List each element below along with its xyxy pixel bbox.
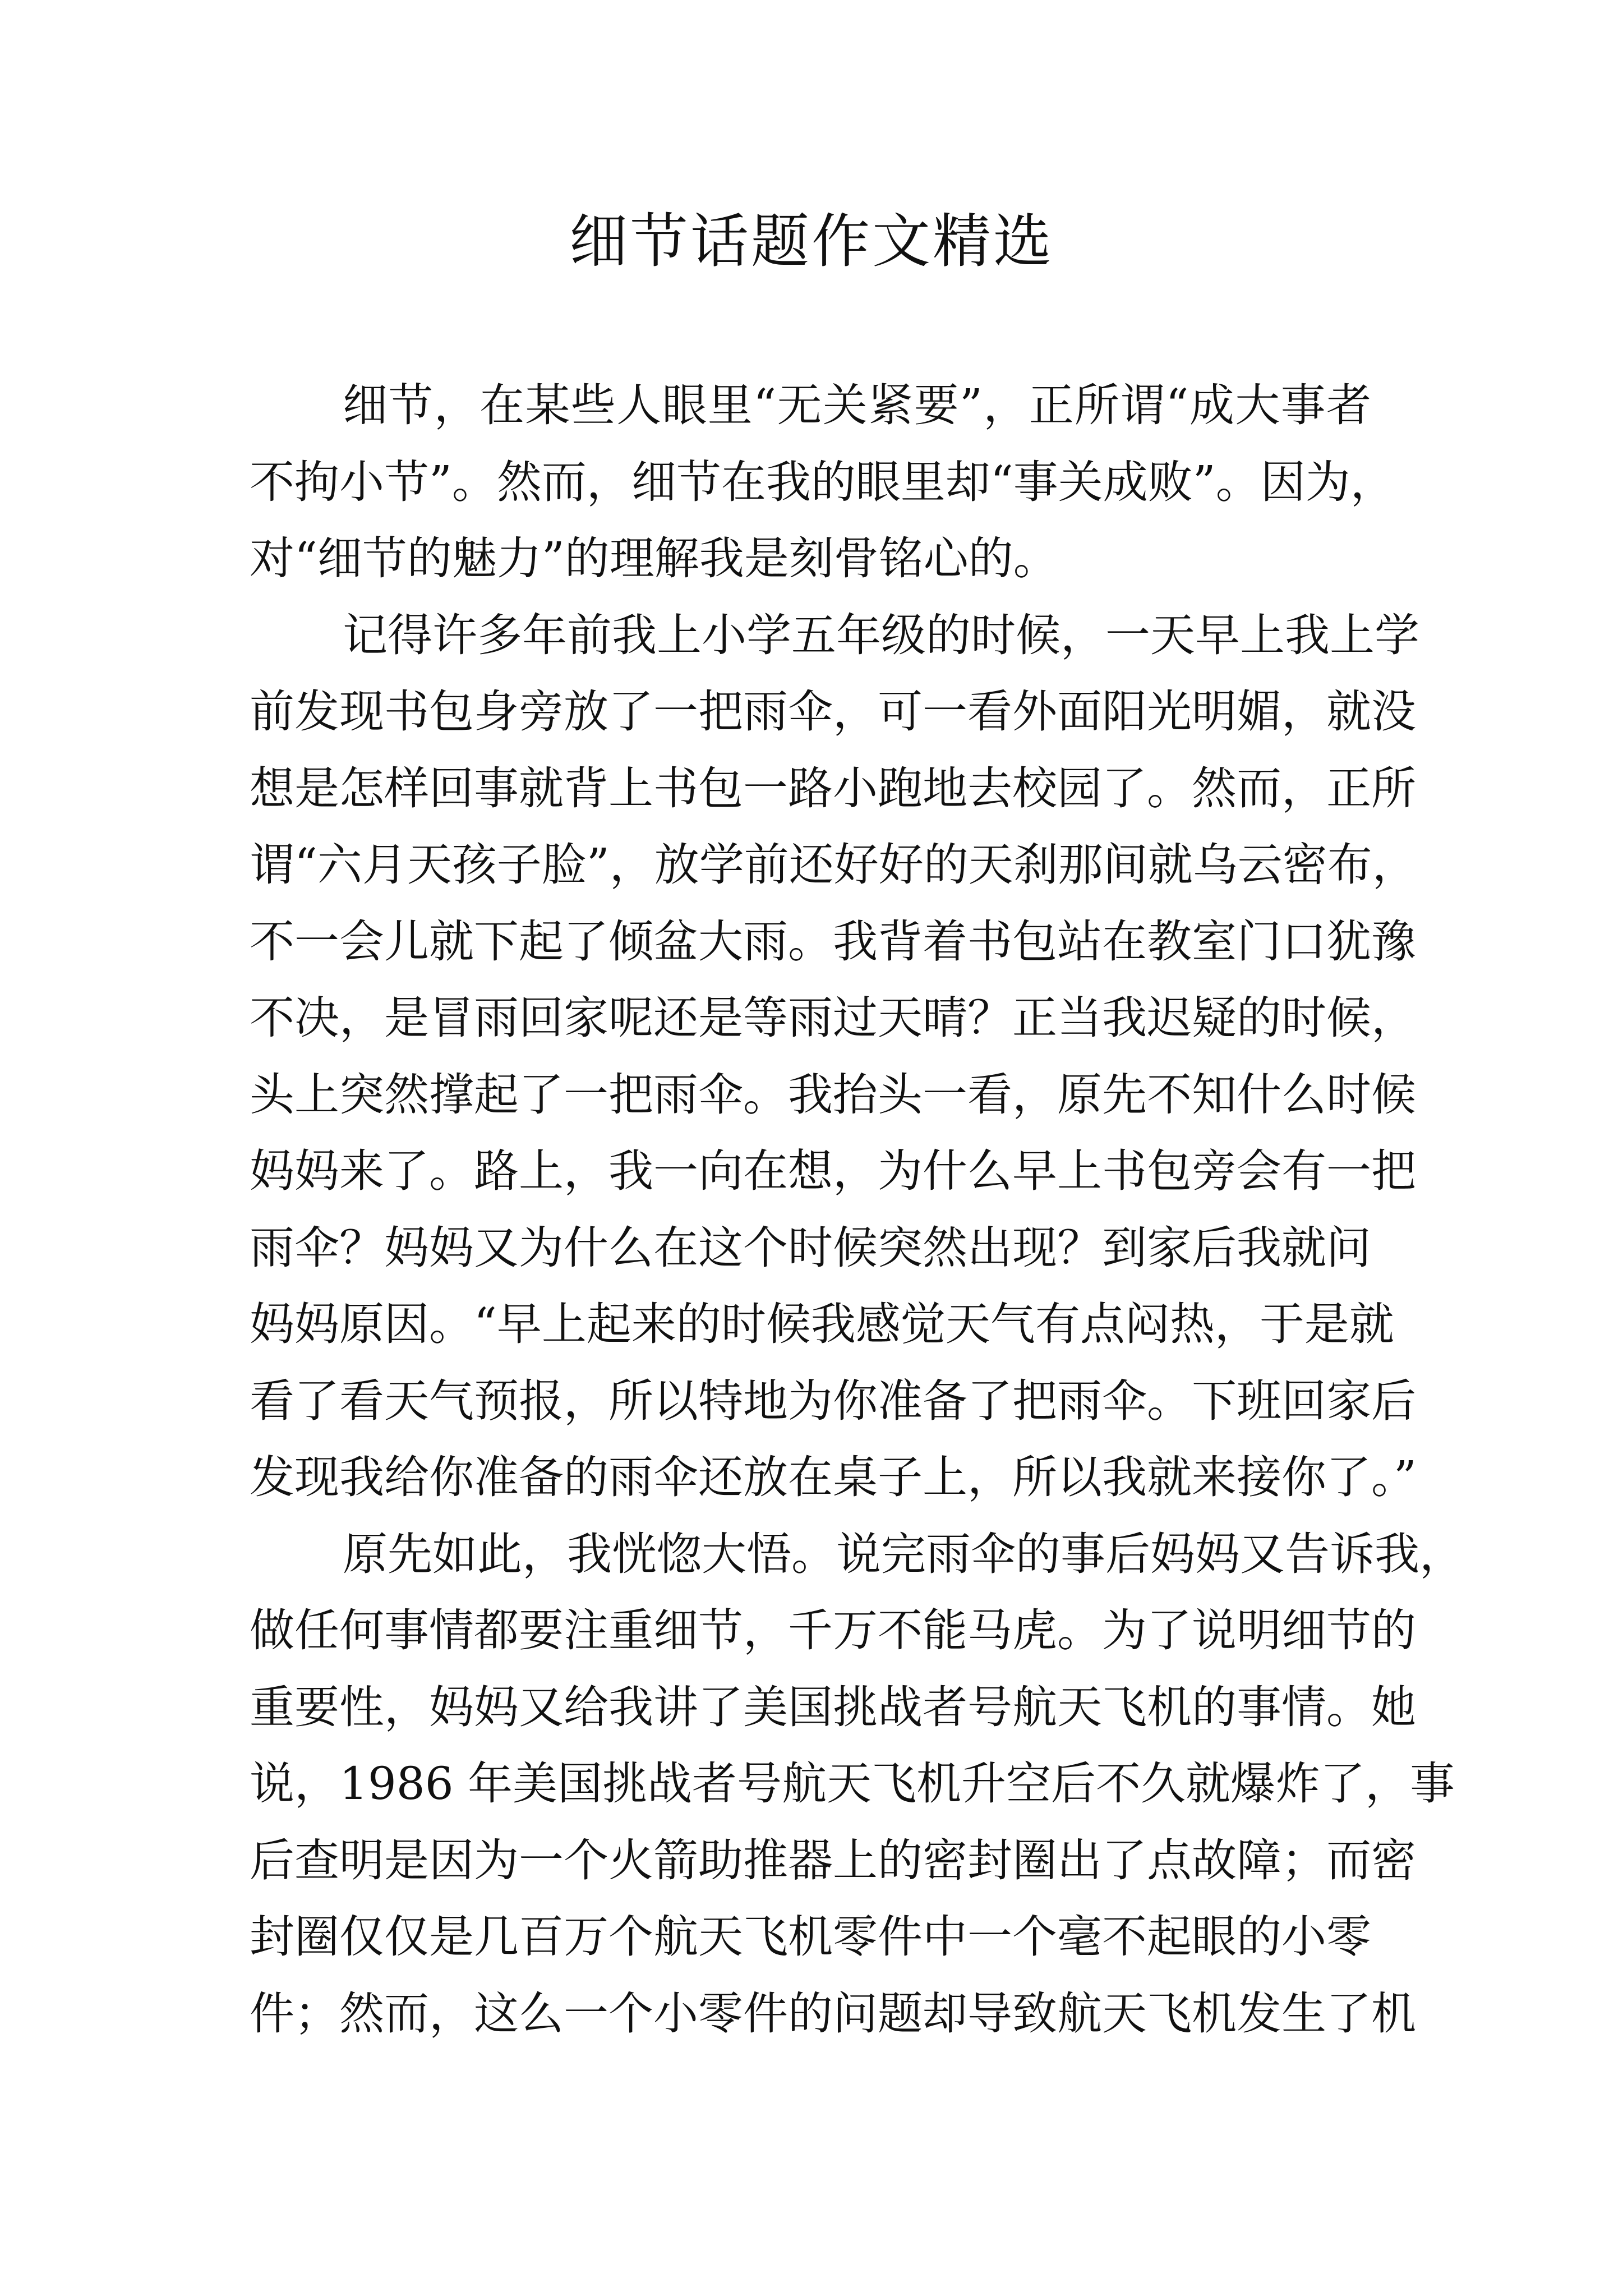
essay-body bbox=[250, 367, 1464, 2052]
paragraph-2-line-11: 看了看天气预报，所以特地为你准备了把雨伞。下班回家后 bbox=[250, 1374, 1416, 1427]
paragraph-2-line-4: 谓“六月天孩子脸”，放学前还好好的天刹那间就乌云密布， bbox=[250, 839, 1417, 891]
paragraph-2-line-9: 雨伞？妈妈又为什么在这个时候突然出现？到家后我就问 bbox=[250, 1221, 1371, 1274]
paragraph-1-line-1: 细节，在某些人眼里“无关紧要”，正所谓“成大事者 bbox=[343, 379, 1371, 431]
paragraph-2-line-6: 不决，是冒雨回家呢还是等雨过天晴？正当我迟疑的时候， bbox=[250, 992, 1416, 1044]
paragraph-2-line-12: 发现我给你准备的雨伞还放在桌子上，所以我就来接你了。” bbox=[250, 1451, 1417, 1503]
document-title: 细节话题作文精选 bbox=[569, 207, 1054, 275]
paragraph-2-line-10: 妈妈原因。“早上起来的时候我感觉天气有点闷热，于是就 bbox=[250, 1298, 1394, 1350]
paragraph-2-line-2: 前发现书包身旁放了一把雨伞，可一看外面阳光明媚，就没 bbox=[250, 685, 1416, 738]
paragraph-3-line-4: 说，1986 年美国挑战者号航天飞机升空后不久就爆炸了，事 bbox=[250, 1757, 1455, 1810]
paragraph-3-line-5: 后查明是因为一个火箭助推器上的密封圈出了点故障；而密 bbox=[250, 1834, 1416, 1887]
paragraph-3-line-7: 件；然而，这么一个小零件的问题却导致航天飞机发生了机 bbox=[250, 1987, 1416, 2040]
paragraph-2-line-8: 妈妈来了。路上，我一向在想，为什么早上书包旁会有一把 bbox=[250, 1145, 1416, 1197]
paragraph-3-line-6: 封圈仅仅是几百万个航天飞机零件中一个毫不起眼的小零 bbox=[250, 1911, 1371, 1963]
paragraph-1-line-2: 不拘小节”。然而，细节在我的眼里却“事关成败”。因为， bbox=[250, 455, 1395, 508]
paragraph-2-line-5: 不一会儿就下起了倾盆大雨。我背着书包站在教室门口犹豫 bbox=[250, 915, 1416, 968]
paragraph-2-line-1: 记得许多年前我上小学五年级的时候，一天早上我上学 bbox=[343, 609, 1419, 661]
paragraph-2-line-3: 想是怎样回事就背上书包一路小跑地去校园了。然而，正所 bbox=[250, 762, 1416, 815]
paragraph-3-line-3: 重要性，妈妈又给我讲了美国挑战者号航天飞机的事情。她 bbox=[250, 1681, 1416, 1733]
paragraph-3-line-1: 原先如此，我恍惚大悟。说完雨伞的事后妈妈又告诉我， bbox=[343, 1527, 1464, 1580]
paragraph-2-line-7: 头上突然撑起了一把雨伞。我抬头一看，原先不知什么时候 bbox=[250, 1068, 1416, 1121]
paragraph-3-line-2: 做任何事情都要注重细节，千万不能马虎。为了说明细节的 bbox=[250, 1604, 1416, 1657]
paragraph-1-line-3: 对“细节的魅力”的理解我是刻骨铭心的。 bbox=[250, 532, 1058, 585]
